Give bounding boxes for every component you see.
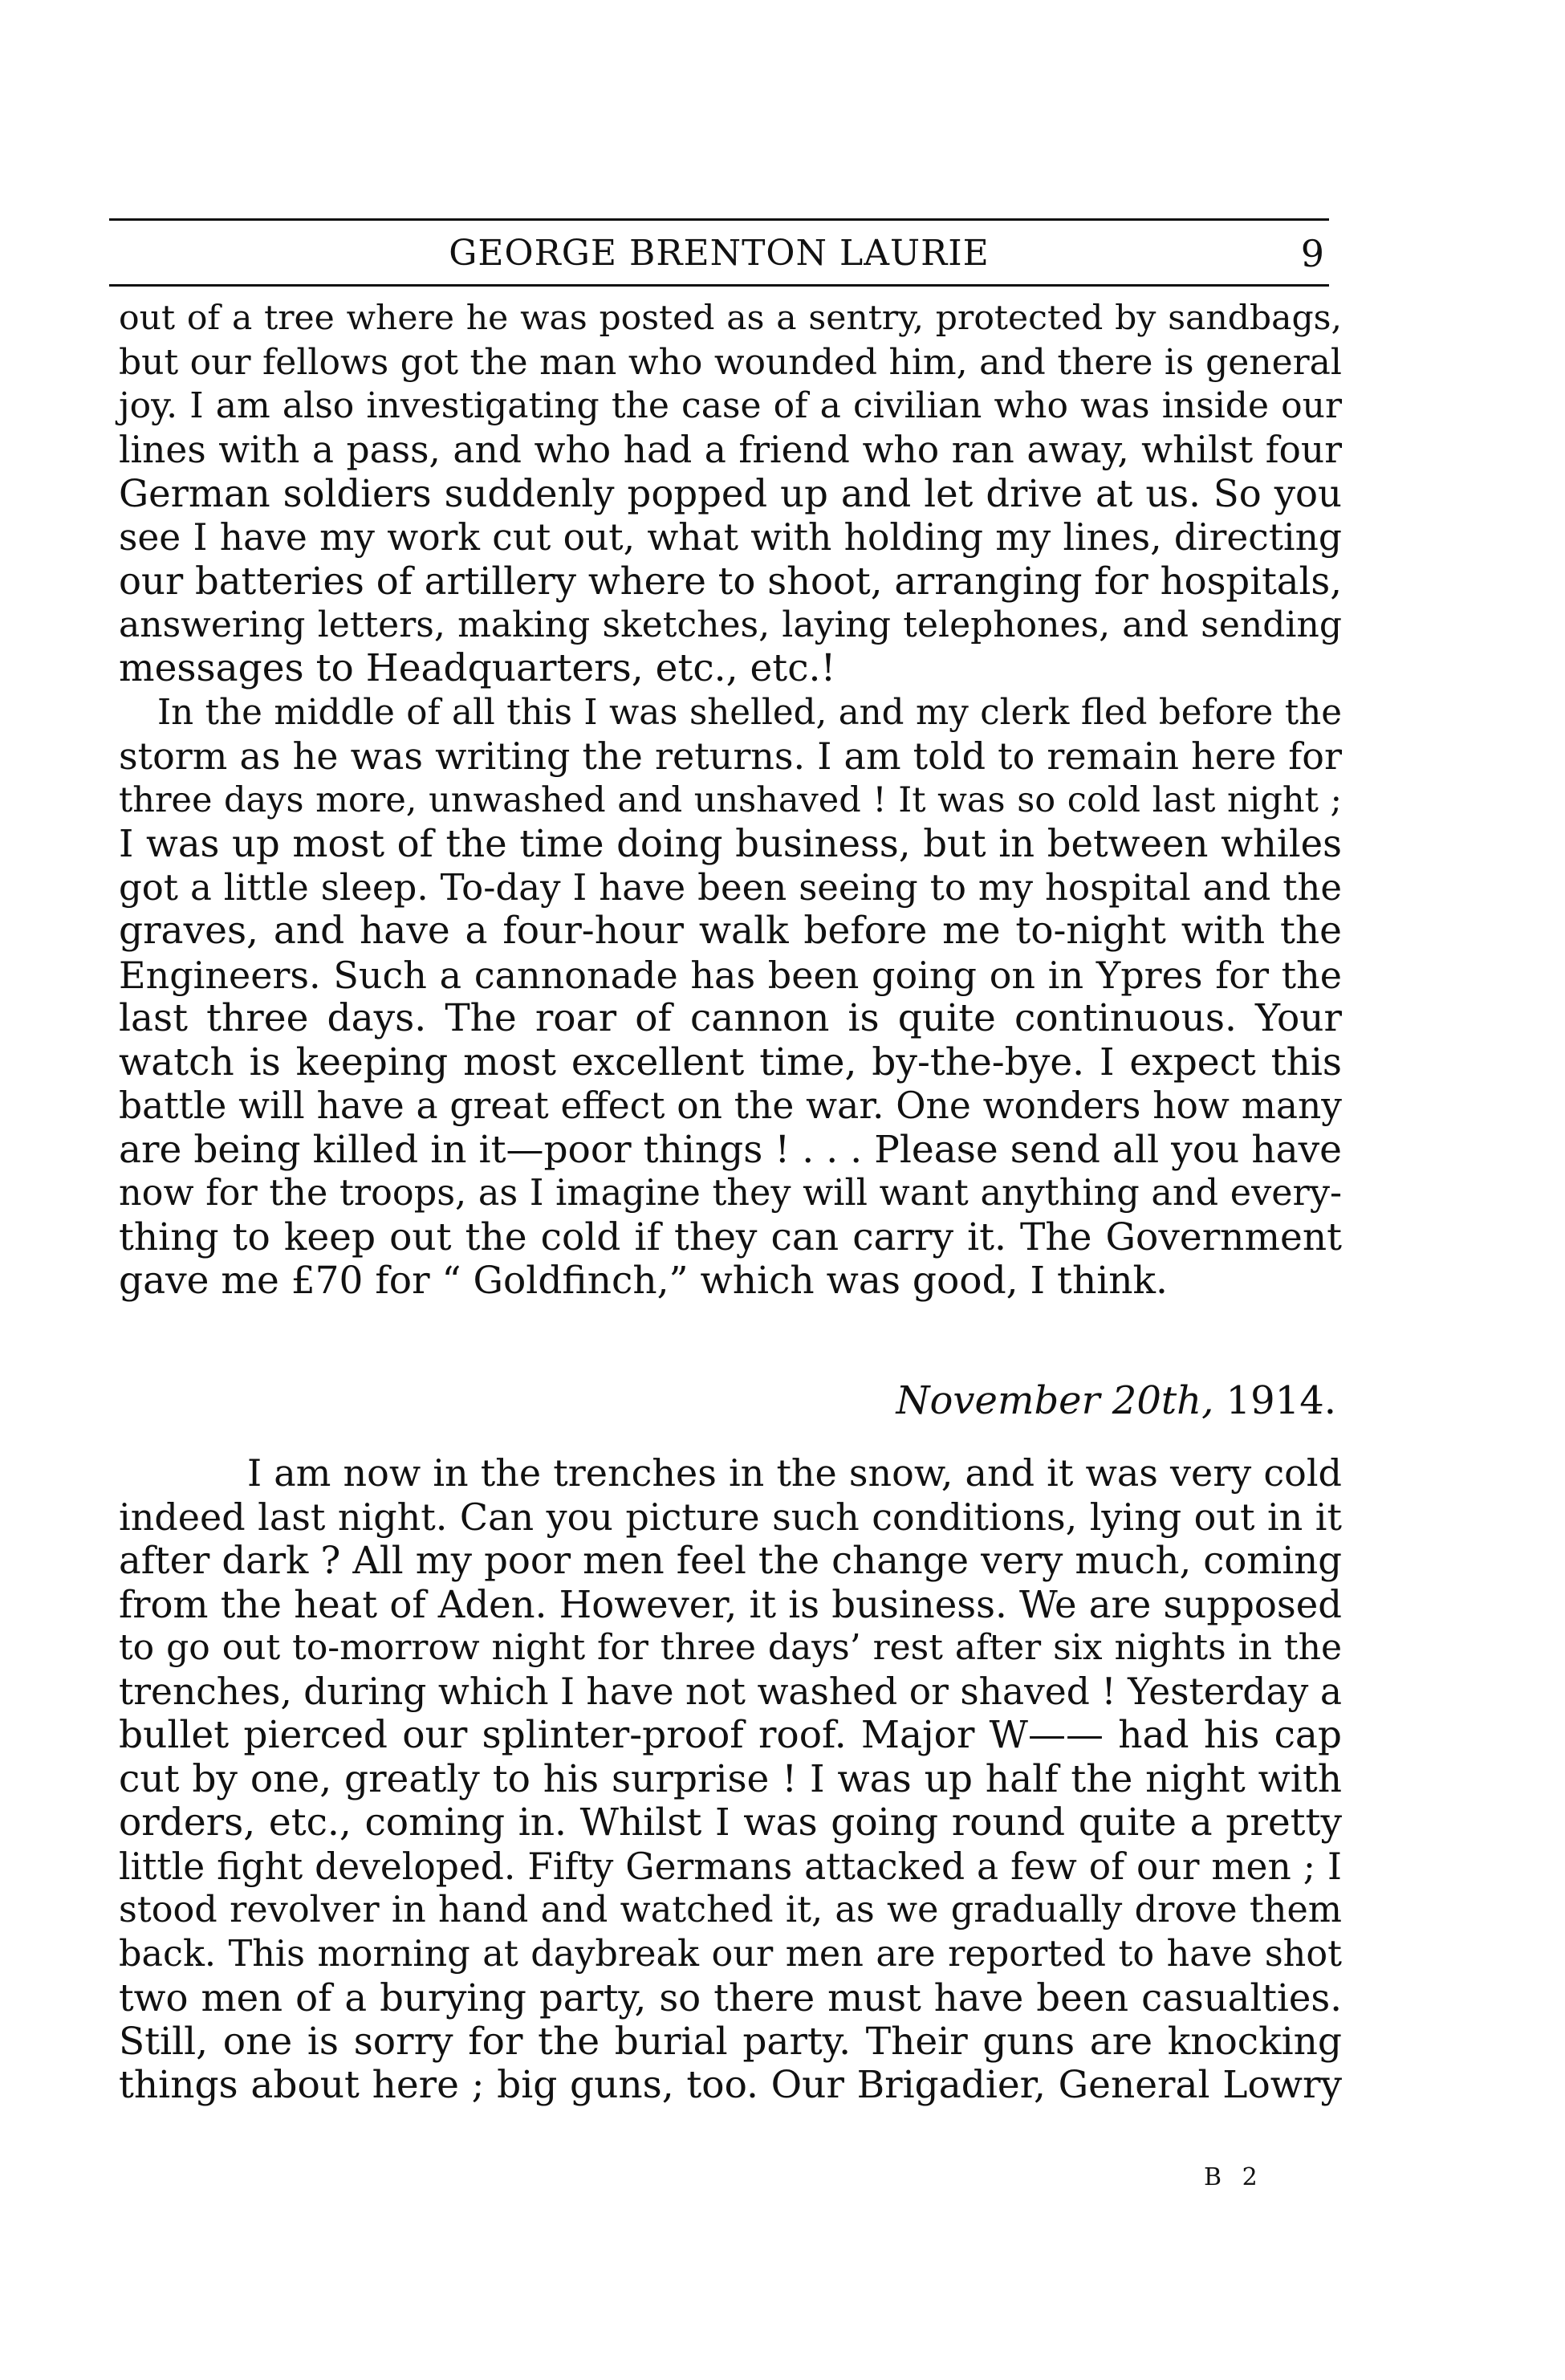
text-line: to go out to-morrow night for three days’ rest after six nights in the bbox=[119, 1627, 1342, 1668]
text-line: answering letters, making sketches, laying telephones, and sending bbox=[119, 604, 1342, 645]
running-head bbox=[109, 230, 1329, 278]
text-line: are being killed in it—poor things ! . . . Please send all you have bbox=[119, 1127, 1342, 1172]
dateline-month-day: November 20th, bbox=[896, 1378, 1214, 1423]
letter-dateline bbox=[896, 1373, 1336, 1429]
text-line: from the heat of Aden. However, it is business. We are supposed bbox=[119, 1582, 1342, 1626]
text-line: graves, and have a four-hour walk before me to-night with the bbox=[119, 909, 1342, 953]
page-number: 9 bbox=[1300, 232, 1324, 275]
text-line: but our fellows got the man who wounded him, and there is general bbox=[119, 341, 1342, 383]
text-line: lines with a pass, and who had a friend who ran away, whilst four bbox=[119, 428, 1342, 471]
letter-body bbox=[119, 1451, 1342, 2108]
text-line: Still, one is sorry for the burial party. Their guns are knocking bbox=[119, 2019, 1342, 2064]
text-line: joy. I am also investigating the case of a civilian who was inside our bbox=[119, 385, 1342, 426]
text-line: our batteries of artillery where to shoot, arranging for hospitals, bbox=[119, 559, 1342, 603]
text-line: thing to keep out the cold if they can carry it. The Government bbox=[119, 1214, 1342, 1259]
header-rule-top bbox=[109, 218, 1329, 221]
running-title: GEORGE BRENTON LAURIE bbox=[449, 233, 990, 274]
text-line: last three days. The roar of cannon is quite continuous. Your bbox=[119, 996, 1342, 1040]
text-line: trenches, during which I have not washed or shaved ! Yesterday a bbox=[119, 1670, 1342, 1713]
text-line: after dark ? All my poor men feel the change very much, coming bbox=[119, 1539, 1342, 1582]
text-line: battle will have a great effect on the war. One wonders how many bbox=[119, 1084, 1342, 1127]
text-line: bullet pierced our splinter-proof roof. Major W—— had his cap bbox=[119, 1713, 1342, 1757]
text-line: Engineers. Such a cannonade has been going on in Ypres for the bbox=[119, 953, 1342, 997]
text-line: German soldiers suddenly popped up and let drive at us. So you bbox=[119, 472, 1342, 515]
text-line: stood revolver in hand and watched it, as we gradually drove them bbox=[119, 1890, 1342, 1930]
text-line: see I have my work cut out, what with holding my lines, directing bbox=[119, 515, 1342, 559]
text-line: In the middle of all this I was shelled, and my clerk fled before the bbox=[157, 692, 1342, 733]
text-line: back. This morning at daybreak our men are reported to have shot bbox=[119, 1933, 1342, 1975]
text-line: things about here ; big guns, too. Our Brigadier, General Lowry bbox=[119, 2063, 1342, 2107]
text-line: got a little sleep. To-day I have been seeing to my hospital and the bbox=[119, 865, 1342, 909]
text-line: orders, etc., coming in. Whilst I was going round quite a pretty bbox=[119, 1800, 1342, 1845]
text-line: I was up most of the time doing business, but in between whiles bbox=[119, 822, 1342, 865]
text-line: now for the troops, as I imagine they will want anything and every- bbox=[119, 1173, 1342, 1214]
text-line: two men of a burying party, so there must have been casualties. bbox=[119, 1976, 1342, 2020]
text-line: little fight developed. Fifty Germans attacked a few of our men ; I bbox=[119, 1845, 1342, 1888]
text-line: storm as he was writing the returns. I am told to remain here for bbox=[119, 734, 1342, 778]
text-line: out of a tree where he was posted as a sentry, protected by sandbags, bbox=[119, 299, 1342, 338]
text-line: three days more, unwashed and unshaved ! It was so cold last night ; bbox=[119, 779, 1342, 820]
text-line: cut by one, greatly to his surprise ! I was up half the night with bbox=[119, 1756, 1342, 1801]
dateline-year: 1914. bbox=[1213, 1378, 1336, 1423]
text-line: I am now in the trenches in the snow, and it was very cold bbox=[247, 1451, 1342, 1495]
text-line: gave me £70 for “ Goldfinch,” which was good, I think. bbox=[119, 1259, 1168, 1303]
letter-continuation bbox=[119, 297, 1342, 1304]
text-line: watch is keeping most excellent time, by-the-bye. I expect this bbox=[119, 1039, 1342, 1084]
text-line: indeed last night. Can you picture such conditions, lying out in it bbox=[119, 1495, 1342, 1539]
header-rule-bottom bbox=[109, 284, 1329, 287]
signature-mark: B 2 bbox=[1204, 2163, 1264, 2191]
text-line: messages to Headquarters, etc., etc.! bbox=[119, 646, 836, 690]
